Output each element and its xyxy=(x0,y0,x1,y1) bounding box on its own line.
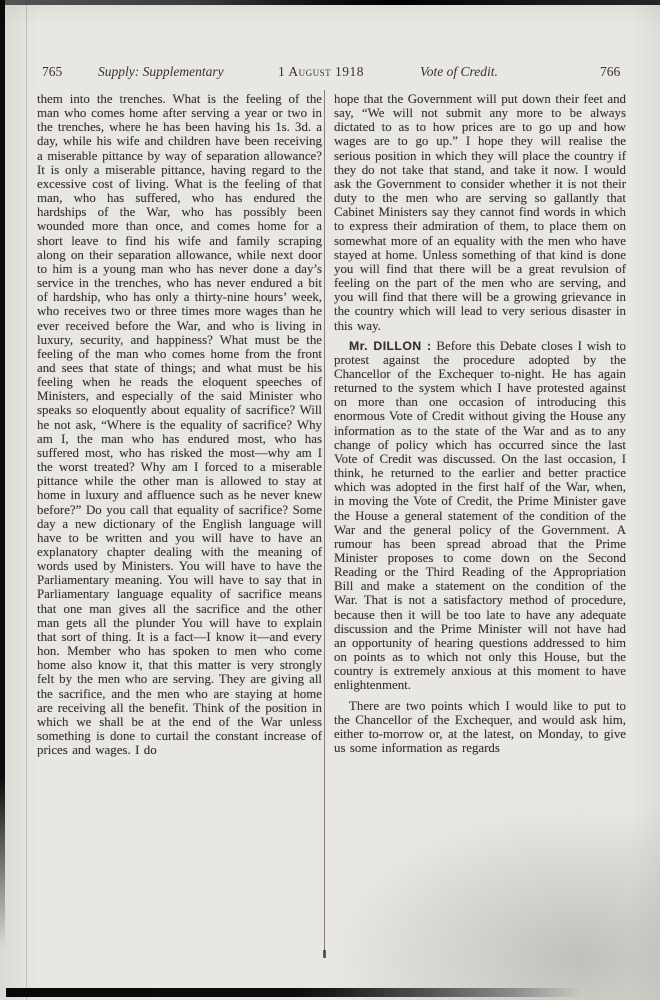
running-title-left: Supply: Supplementary xyxy=(98,64,224,79)
page-number-left: 765 xyxy=(42,64,63,79)
scan-edge-top xyxy=(0,0,660,5)
header-date: 1 August 1918 xyxy=(278,64,365,79)
speech-text: Before this Debate closes I wish to protest against the procedure adopted by the Chancellor of the Exchequer to-night. He has again returned to the system which I have protested against on more than one occasion of introducing this enormous Vote of Credit without giving the House any information as to the state of the War and as to any change of policy which has occurred since the last Vote of Credit was discussed. On the last occasion, I think, he returned to the earlier and better practice which was adopted in the first half of the War, when, in moving the Vote of Credit, the Prime Minister gave the House a general statement of the condition of the War and the general policy of the Government. A rumour has been spread abroad that the Prime Minister proposes to come down on the Second Reading or the Third Reading of the Appropriation Bill and make a statement on the condition of the War. That is not a satisfactory method of procedure, because then it will be too late to have any adequate discussion and the Prime Minister will not have had an opportunity of hearing questions addressed to him on points as to which not only this House, but the country is extremely anxious at this moment to have enlightenment. xyxy=(334,338,626,693)
speech-paragraph xyxy=(334,339,626,693)
running-title-right: Vote of Credit. xyxy=(420,64,498,79)
page-number-right: 766 xyxy=(600,64,621,79)
running-header xyxy=(0,64,660,84)
scan-edge-bottom xyxy=(6,988,582,997)
scan-edge-left xyxy=(0,0,5,948)
text-column-left xyxy=(37,92,322,763)
paragraph: There are two points which I would like to put to the Chancellor of the Exchequer, and would ask him, either to-morrow or, at the latest, on Monday, to give us some information as regards xyxy=(334,698,626,756)
speaker-name: Mr. DILLON : xyxy=(349,338,432,353)
paragraph: hope that the Government will put down their feet and say, “We will not submit any more to be always dictated to as to how prices are to go up and how wages are to go up.” I hope they will realise the serious position in which they will place the country if they do not take that stand, and take it now. I would ask the Government to consider whether it is not their duty to the men who are serving so gallantly that Cabinet Ministers say they cannot find words in which to express their admiration of them, to place them on somewhat more of an equality with the men who have stayed at home. Unless something of that kind is done you will find that there will be a great revulsion of feeling on the part of the men who are serving, and you will find that there will be a growing grievance in the country which will lead to very serious disaster in this way. xyxy=(334,92,626,333)
scan-gutter-line xyxy=(26,0,27,1000)
paragraph: them into the trenches. What is the feeling of the man who comes home after serving a year or two in the trenches, where he has been having his 1s. 3d. a day, while his wife and children have been receiving a miserable pittance by way of separation allowance? It is only a miserable pittance, having regard to the excessive cost of living. What is the feeling of that man, who has suffered, who has endured the hardships of the War, who has possibly been wounded more than once, and comes home for a short leave to find his wife and family scraping along on their separation allowance, while next door to him is a young man who has never done a day’s service in the trenches, who has never endured a bit of hardship, who has only a thirty-nine hours’ week, who receives two or three times more wages than he ever received before the War, and who is living in luxury, security, and happiness? What must be the feeling of the man who comes home from the front and sees that state of things; and what must be his feeling when he reads the eloquent speeches of Ministers, and especially of the said Minister who speaks so eloquently about equality of sacrifice? Will he not ask, “Where is the equality of sacrifice? Why am I, the man who has endured most, who has suffered most, who has risked the most—why am I the worst treated? Why am I forced to a miserable pittance while the other man is allowed to stay at home in luxury and affluence such as he never knew before?” Do you call that equality of sacrifice? Some day a new dictionary of the English language will have to be written and you will have to have an explanatory chapter dealing with the meaning of words used by Ministers. You will have to have the Parliamentary meaning. You will have to say that in Parliamentary language equality of sacrifice means that one man gives all the sacrifice and the other man gets all the plunder You will have to explain that sort of thing. It is a fact—I know it—and every hon. Member who has spoken to men who come home also know it, that this matter is very strongly felt by the men who are serving. They are giving all the sacrifice, and the men who are staying at home are receiving all the benefit. Think of the position in which we shall be at the end of the War unless something is done to curtail the constant increase of prices and wages. I do xyxy=(37,92,322,758)
column-divider-rule xyxy=(324,90,325,956)
text-column-right xyxy=(334,92,626,761)
